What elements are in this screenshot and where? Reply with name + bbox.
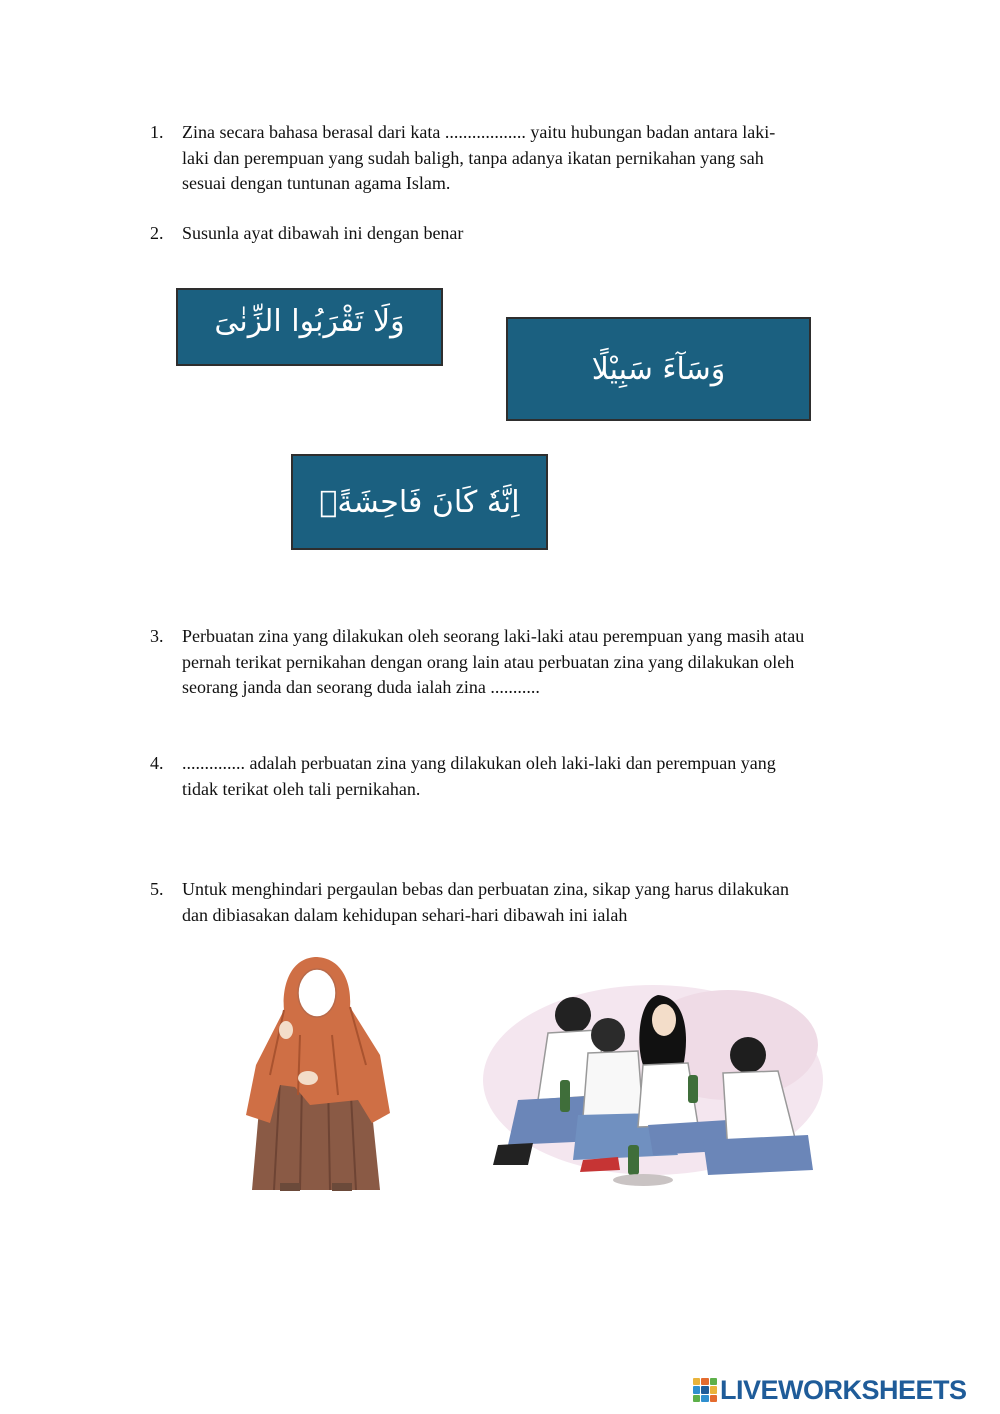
- question-text: [182, 877, 890, 928]
- question-line: Untuk menghindari pergaulan bebas dan perbuatan zina, sikap yang harus dilakukan: [182, 879, 789, 899]
- question-line: .............. adalah perbuatan zina yang dilakukan oleh laki-laki dan perempuan yang: [182, 753, 776, 773]
- question-5: [150, 877, 890, 928]
- ayat-card-1[interactable]: [176, 288, 443, 366]
- question-number: 1.: [150, 122, 164, 142]
- question-text: [182, 221, 890, 247]
- question-1: [150, 120, 890, 197]
- logo-text: LIVEWORKSHEETS: [720, 1374, 967, 1405]
- question-number: 2.: [150, 223, 164, 243]
- ayat-card-3[interactable]: [291, 454, 548, 550]
- question-line: laki dan perempuan yang sudah baligh, tanpa adanya ikatan pernikahan yang sah: [182, 147, 764, 168]
- hijab-woman-illustration[interactable]: [240, 955, 395, 1195]
- question-line: Perbuatan zina yang dilakukan oleh seorang laki-laki atau perempuan yang masih atau: [182, 626, 805, 646]
- ayat-text: وَسَآءَ سَبِيْلًا: [591, 351, 726, 387]
- question-line: dan dibiasakan dalam kehidupan sehari-hari dibawah ini ialah: [182, 904, 628, 925]
- teens-group-illustration[interactable]: [478, 975, 828, 1190]
- question-2: [150, 221, 890, 247]
- liveworksheets-logo[interactable]: [693, 1375, 967, 1405]
- question-text: [182, 624, 890, 701]
- question-number: 4.: [150, 753, 164, 773]
- question-text: [182, 120, 890, 197]
- question-number: 3.: [150, 626, 164, 646]
- question-line: seorang janda dan seorang duda ialah zina ...........: [182, 677, 540, 697]
- ayat-text: وَلَا تَقْرَبُوا الزِّنٰىَ: [214, 303, 405, 339]
- question-number: 5.: [150, 879, 164, 899]
- question-3: [150, 624, 890, 701]
- question-line: pernah terikat pernikahan dengan orang lain atau perbuatan zina yang dilakukan oleh: [182, 651, 795, 672]
- question-line: Zina secara bahasa berasal dari kata .................. yaitu hubungan badan antara laki-: [182, 122, 776, 142]
- question-line: tidak terikat oleh tali pernikahan.: [182, 778, 421, 799]
- ayat-card-2[interactable]: [506, 317, 811, 421]
- question-4: [150, 751, 890, 802]
- question-line: Susunla ayat dibawah ini dengan benar: [182, 223, 464, 243]
- ayat-text: اِنَّهٗ كَانَ فَاحِشَةًۗ: [319, 484, 520, 520]
- question-line: sesuai dengan tuntunan agama Islam.: [182, 173, 451, 193]
- logo-grid-icon: [693, 1378, 717, 1402]
- question-text: [182, 751, 890, 802]
